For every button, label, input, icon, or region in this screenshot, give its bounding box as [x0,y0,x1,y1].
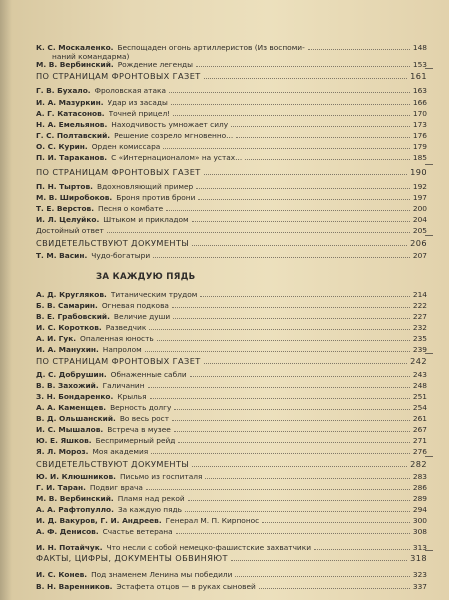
toc-entry-title: Под знаменем Ленина мы победили [91,570,233,579]
toc-entry-page: 153 [412,60,427,69]
dot-leader [192,221,410,222]
toc-entry-page: 205 [412,226,427,235]
toc-entry-page: 206 [410,238,427,248]
toc-entry-page: 163 [412,86,427,95]
toc-entry-page: 166 [412,98,427,107]
toc-entry-author: К. С. Москаленко. [36,43,114,52]
toc-entry-page: 227 [412,312,427,321]
dot-leader [149,329,410,330]
toc-entry-title: Во весь рост [119,414,170,423]
toc-entry-title: Галичанин [102,381,145,390]
toc-entry [36,97,427,108]
toc-entry [36,59,427,70]
dot-leader [188,500,410,501]
toc-entry-author: И. С. Коротков. [36,323,102,332]
toc-entry [36,181,427,192]
toc-entry-title: Фроловская атака [94,86,166,95]
toc-entry-page: 283 [412,472,427,481]
toc-entry [36,446,427,457]
toc-section-heading [36,553,427,564]
toc-entry-page: 248 [412,381,427,390]
toc-entry-title: Решение созрело мгновенно... [114,131,234,140]
dot-leader [200,296,410,297]
dot-leader [174,431,410,432]
toc-entry-author: Г. С. Полтавский. [36,131,111,140]
toc-entry-page: 300 [412,516,427,525]
toc-entry-title: ФАКТЫ, ЦИФРЫ, ДОКУМЕНТЫ ОБВИНЯЮТ [36,553,228,563]
toc-entry-page: 254 [412,403,427,412]
toc-entry-author: О. С. Курин. [36,142,88,151]
dot-leader [178,442,409,443]
toc-entry-title: ПО СТРАНИЦАМ ФРОНТОВЫХ ГАЗЕТ [36,356,201,366]
dot-leader [196,188,410,189]
dot-leader [196,66,410,67]
toc-entry [36,119,427,130]
dot-leader [192,245,407,246]
toc-entry [36,369,427,380]
toc-entry-title-continuation: наний командарма) [52,52,130,61]
toc-entry-title: Броня против брони [116,193,196,202]
toc-entry-title: СВИДЕТЕЛЬСТВУЮТ ДОКУМЕНТЫ [36,238,190,248]
section-rule [425,456,433,457]
dot-leader [245,159,410,160]
toc-entry-author: А. А. Рафтопулло. [36,505,114,514]
toc-entry [36,322,427,333]
toc-section-heading [36,71,427,82]
toc-entry-page: 239 [412,345,427,354]
toc-entry [36,402,427,413]
toc-entry-page: 173 [412,120,427,129]
toc-entry-author: Н. А. Емельянов. [36,120,108,129]
toc-entry-author: А. И. Гук. [36,334,77,343]
toc-entry-title: Счастье ветерана [102,527,173,536]
toc-entry-author: Т. М. Васин. [36,251,88,260]
toc-entry-title: Письмо из госпиталя [119,472,203,481]
toc-entry-page: 207 [412,251,427,260]
dot-leader [146,489,410,490]
toc-entry-page: 251 [412,392,427,401]
toc-entry [36,300,427,311]
dot-leader [107,232,410,233]
toc-entry-author: Б. В. Самарин. [36,301,98,310]
dot-leader [204,363,408,364]
toc-entry [36,413,427,424]
dot-leader [204,174,408,175]
toc-entry-title: Что несли с собой немецко-фашистские захватчики [106,543,312,552]
toc-entry [36,435,427,446]
toc-section-heading [36,238,427,249]
toc-entry-page: 185 [412,153,427,162]
toc-entry-title: Штыком и прикладом [103,215,189,224]
toc-entry-title: Генерал М. П. Кирпонос [165,516,260,525]
dot-leader [259,588,410,589]
dot-leader [145,351,410,352]
toc-entry-title: Беспримерный рейд [95,436,176,445]
toc-entry [36,311,427,322]
dot-leader [204,78,408,79]
dot-leader [205,478,409,479]
toc-entry-page: 282 [410,459,427,469]
toc-entry-author: Т. Е. Верстов. [36,204,95,213]
toc-entry-title: Обнаженные сабли [110,370,187,379]
toc-entry-title: ПО СТРАНИЦАМ ФРОНТОВЫХ ГАЗЕТ [36,167,201,177]
toc-entry [36,471,427,482]
toc-entry [36,581,427,592]
toc-entry [36,391,427,402]
toc-entry [36,526,427,537]
dot-leader [148,387,410,388]
dot-leader [173,115,410,116]
toc-entry-page: 235 [412,334,427,343]
dot-leader [176,533,410,534]
toc-entry-title: Величие души [113,312,171,321]
toc-entry [36,493,427,504]
toc-entry-author: Д. С. Добрушин. [36,370,107,379]
dot-leader [151,453,410,454]
toc-entry [36,152,427,163]
toc-entry-title: Встреча в музее [107,425,171,434]
toc-entry [36,250,427,261]
toc-entry [36,141,427,152]
toc-entry-page: 243 [412,370,427,379]
dot-leader [172,420,410,421]
toc-entry-author: П. Н. Тыртов. [36,182,93,191]
toc-entry [36,380,427,391]
toc-entry-author: П. И. Тараканов. [36,153,108,162]
toc-entry-page: 286 [412,483,427,492]
dot-leader [174,409,409,410]
section-rule [425,550,433,551]
toc-entry-page: 197 [412,193,427,202]
toc-entry-title: Чудо-богатыри [91,251,151,260]
toc-entry [36,85,427,96]
dot-leader [198,199,409,200]
section-rule [425,235,433,236]
toc-entry-title: Удар из засады [107,98,168,107]
dot-leader [163,148,410,149]
dot-leader [171,104,410,105]
toc-entry-title: Вдохновляющий пример [97,182,194,191]
toc-entry-author: Ю. И. Клюшников. [36,472,116,481]
toc-entry-page: 214 [412,290,427,299]
toc-entry-author: И. А. Мазуркин. [36,98,104,107]
toc-entry-title: Напролом [102,345,142,354]
dot-leader [157,340,410,341]
toc-entry-title: Крылья [117,392,147,401]
toc-entry-author: М. В. Вербинский. [36,494,114,503]
toc-entry-page: 204 [412,215,427,224]
toc-entry-page: 267 [412,425,427,434]
toc-entry [36,225,427,236]
toc-entry [36,130,427,141]
toc-entry-title: Достойный ответ [36,226,104,235]
toc-entry-title: Песня о комбате [98,204,164,213]
toc-entry-title: Моя академия [92,447,149,456]
toc-section-heading [36,356,427,367]
toc-entry-page: 161 [410,71,427,81]
toc-entry-title: Пламя над рекой [117,494,185,503]
toc-entry-page: 323 [412,570,427,579]
toc-entry [36,333,427,344]
dot-leader [308,49,410,50]
toc-entry-author: В. Н. Варенников. [36,582,113,591]
toc-entry-page: 337 [412,582,427,591]
toc-entry-page: 308 [412,527,427,536]
toc-entry-author: А. Г. Катасонов. [36,109,105,118]
toc-entry-author: И. Д. Вакуров, Г. И. Андреев. [36,516,162,525]
toc-entry-author: И. С. Мышалов. [36,425,104,434]
toc-entry-page: 179 [412,142,427,151]
toc-entry-page: 242 [410,356,427,366]
dot-leader [192,466,407,467]
toc-entry-page: 289 [412,494,427,503]
toc-entry-title: Эстафета отцов — в руках сыновей [116,582,256,591]
toc-entry-page: 200 [412,204,427,213]
dot-leader [169,92,410,93]
toc-entry-title: Беспощаден огонь артиллеристов (Из воспоми- [117,43,305,52]
section-rule [425,353,433,354]
toc-entry [36,289,427,300]
toc-part-heading [96,272,427,283]
dot-leader [153,257,410,258]
dot-leader [166,210,410,211]
toc-entry-title: С «Интернационалом» на устах... [111,153,243,162]
toc-entry [36,482,427,493]
toc-entry-page: 271 [412,436,427,445]
dot-leader [314,549,410,550]
toc-entry-author: И. А. Манухин. [36,345,99,354]
section-rule [425,164,433,165]
toc-entry-page: 318 [410,553,427,563]
toc-entry-title: Верность долгу [110,403,172,412]
toc-entry [36,542,427,553]
toc-entry [36,515,427,526]
toc-entry-author: И. Н. Потайчук. [36,543,103,552]
toc-entry [36,344,427,355]
toc-entry-page: 190 [410,167,427,177]
dot-leader [150,398,410,399]
toc-entry-author: В. Д. Ольшанский. [36,414,116,423]
toc-entry-author: А. Ф. Денисов. [36,527,99,536]
toc-entry-page: 313 [412,543,427,552]
dot-leader [235,576,409,577]
toc-entry-title: За каждую пядь [117,505,183,514]
toc-entry [36,203,427,214]
dot-leader [190,376,410,377]
dot-leader [236,137,410,138]
toc-entry-title: Разведчик [105,323,147,332]
toc-entry-title: Подвиг врача [89,483,143,492]
toc-entry-author: В. Е. Грабовский. [36,312,110,321]
toc-entry-author: Г. И. Таран. [36,483,86,492]
toc-entry-author: А. Д. Кругляков. [36,290,107,299]
dot-leader [173,318,410,319]
toc-section-heading [36,459,427,470]
dot-leader [172,307,410,308]
toc-entry [36,424,427,435]
toc-entry-author: Г. В. Бухало. [36,86,91,95]
toc-entry-page: 261 [412,414,427,423]
toc-entry-title: Находчивость умножает силу [111,120,229,129]
toc-section-heading [36,167,427,178]
toc-entry-title: Орден комиссара [91,142,161,151]
section-rule [425,68,433,69]
toc-entry-author: И. С. Конев. [36,570,88,579]
toc-entry [36,569,427,580]
toc-entry-title: ПО СТРАНИЦАМ ФРОНТОВЫХ ГАЗЕТ [36,71,201,81]
toc-entry-title: ЗА КАЖДУЮ ПЯДЬ [96,272,196,282]
toc-entry [36,192,427,203]
toc-entry-page: 192 [412,182,427,191]
toc-entry-author: М. В. Широбоков. [36,193,113,202]
toc-entry-title: Опаленная юность [80,334,154,343]
toc-entry-author: И. Л. Целуйко. [36,215,100,224]
toc-entry-page: 148 [412,43,427,52]
dot-leader [185,511,410,512]
toc-entry-author: З. Н. Бондаренко. [36,392,114,401]
toc-entry-author: Я. Л. Мороз. [36,447,89,456]
dot-leader [231,126,410,127]
toc-entry-title: Титаническим трудом [110,290,198,299]
toc-entry-page: 276 [412,447,427,456]
toc-entry-page: 170 [412,109,427,118]
toc-entry [36,504,427,515]
toc-entry-page: 176 [412,131,427,140]
toc-entry-author: В. В. Захожий. [36,381,99,390]
toc-entry [36,214,427,225]
toc-entry-page: 294 [412,505,427,514]
toc-entry [36,108,427,119]
toc-entry-author: Ю. Е. Яшков. [36,436,92,445]
toc-entry-title: Точней прицел! [108,109,171,118]
toc-entry-title: Огневая подкова [101,301,169,310]
toc-entry-author: М. В. Вербинский. [36,60,114,69]
toc-entry-title: СВИДЕТЕЛЬСТВУЮТ ДОКУМЕНТЫ [36,459,190,469]
toc-entry-page: 222 [412,301,427,310]
dot-leader [262,522,410,523]
toc-entry-page: 232 [412,323,427,332]
toc-entry-title: Рождение легенды [117,60,194,69]
toc-entry-author: А. А. Каменщев. [36,403,107,412]
dot-leader [231,560,407,561]
